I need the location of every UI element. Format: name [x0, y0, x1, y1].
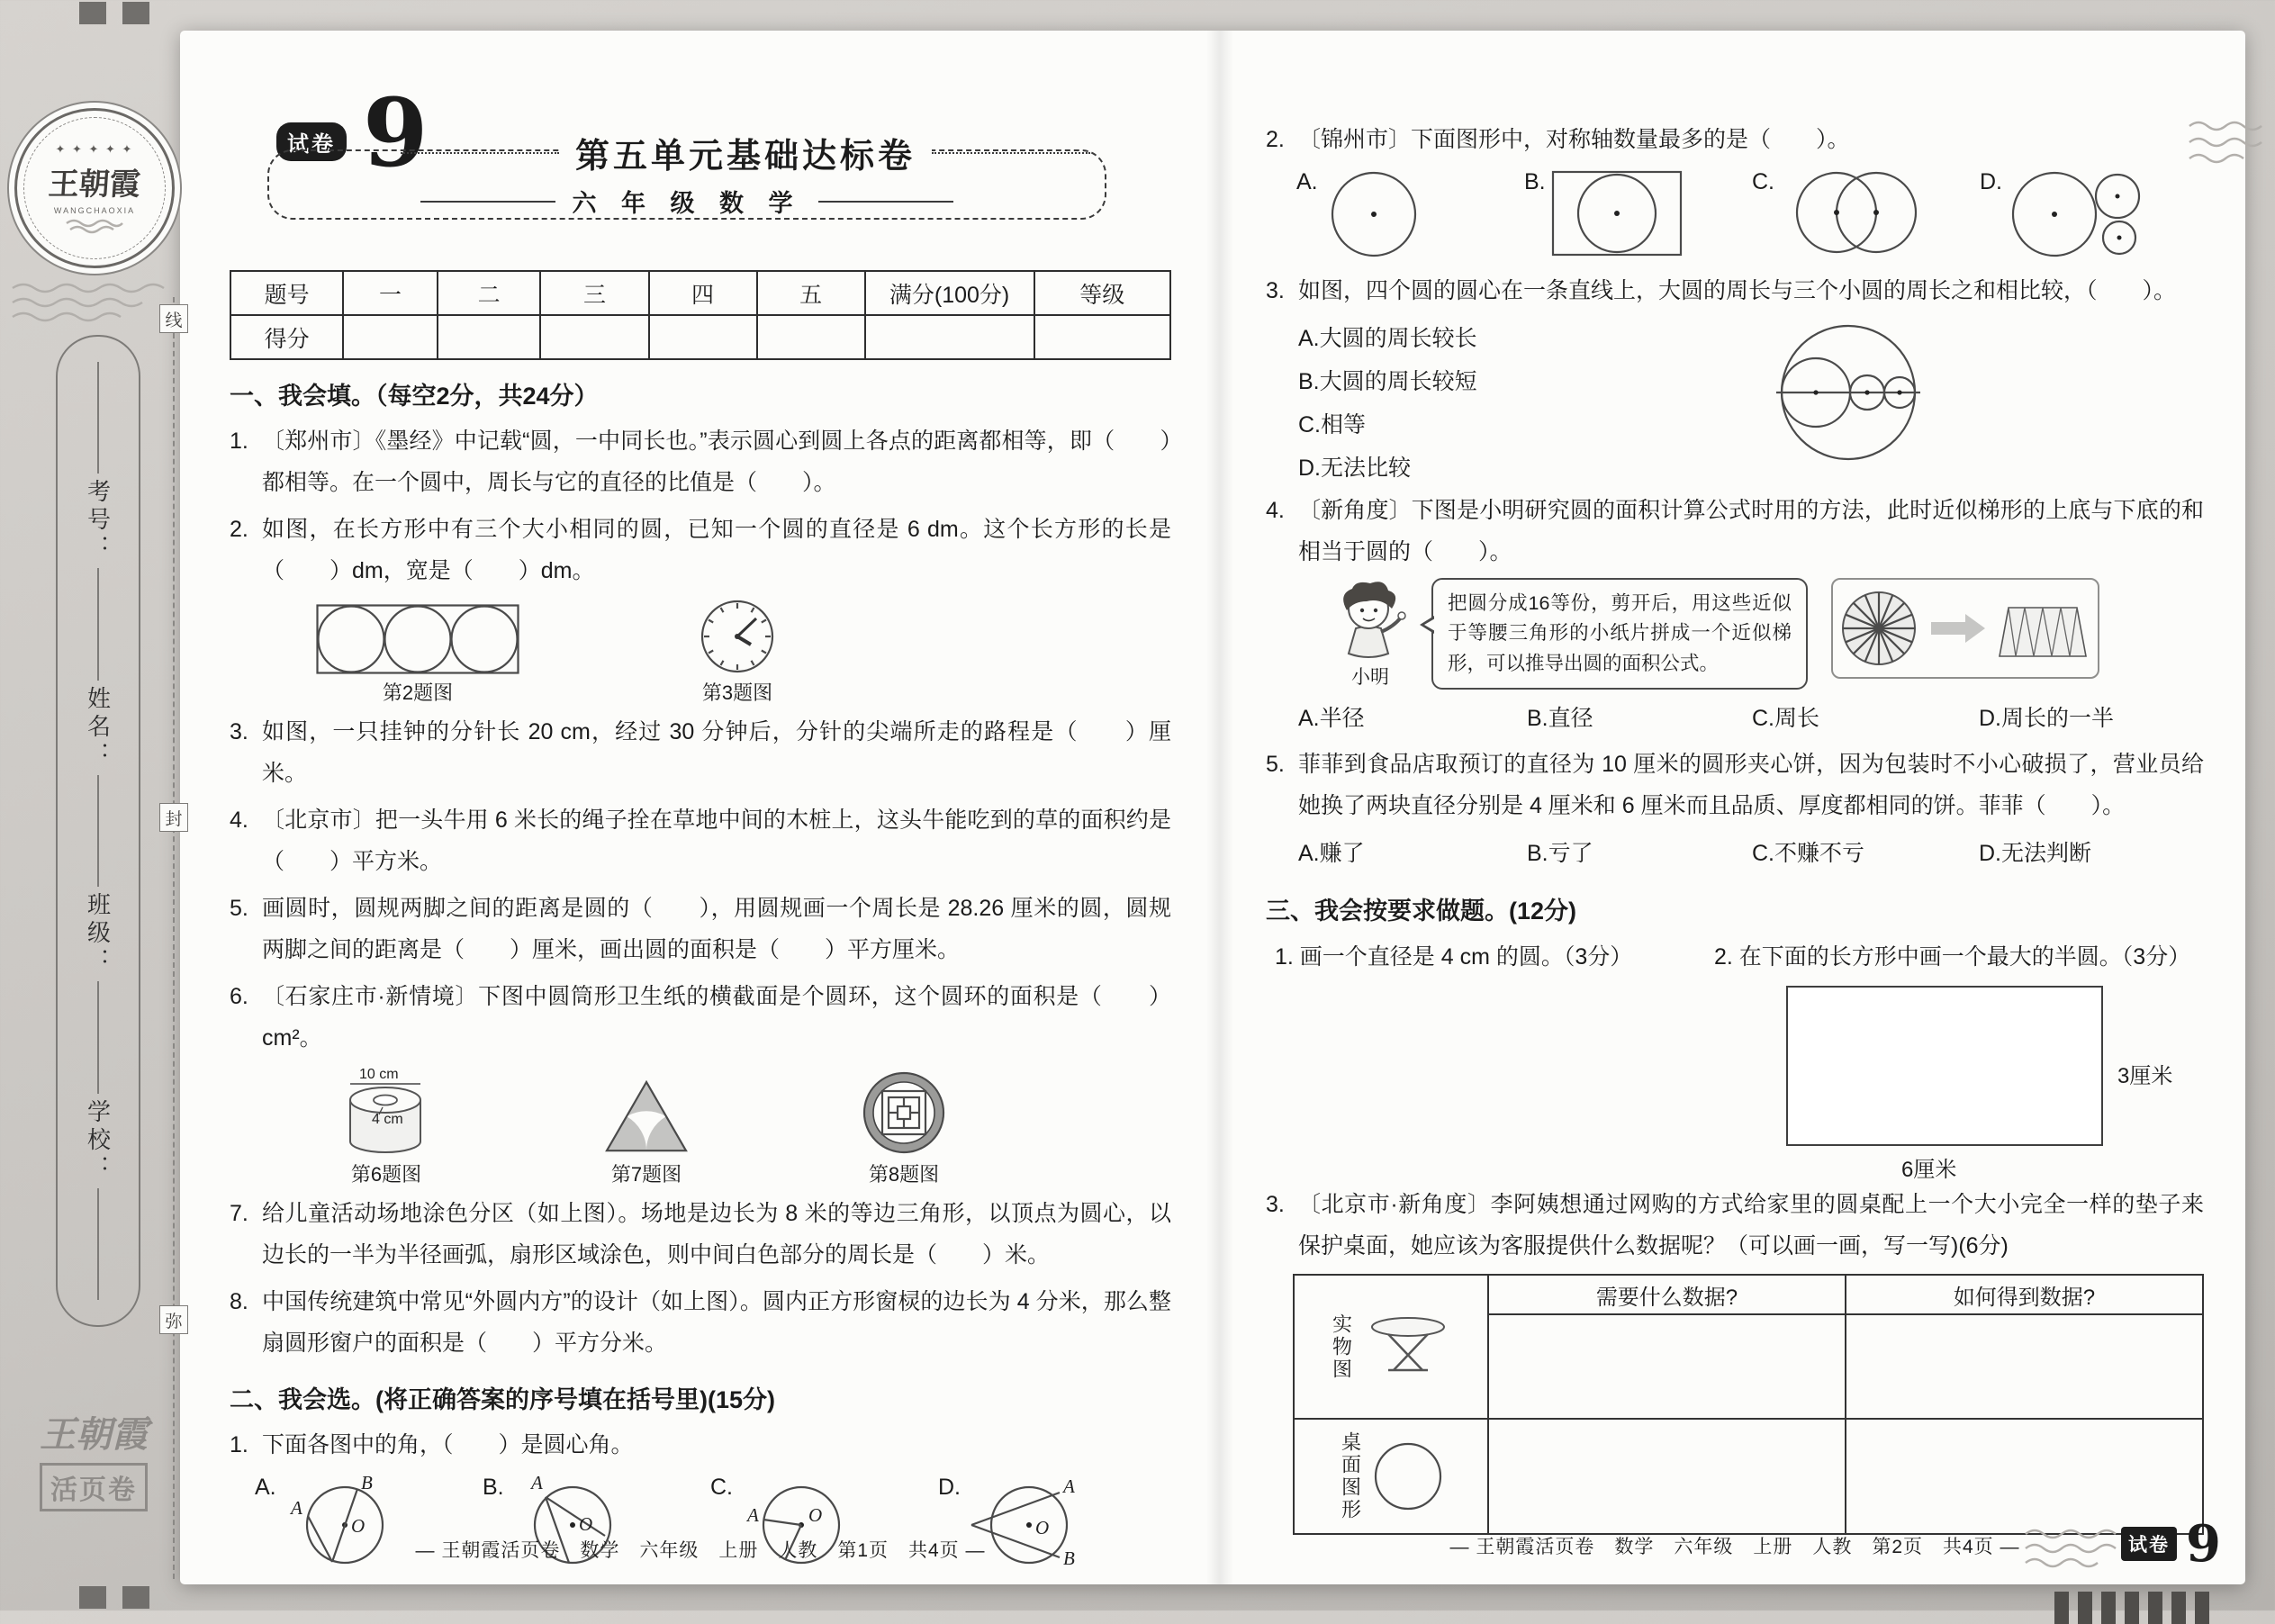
question-2	[230, 509, 1171, 591]
center-label: O	[1035, 1517, 1050, 1538]
option-item: D.无法比较	[1298, 456, 1412, 481]
wave-decoration	[2024, 1527, 2125, 1574]
point-label: B	[360, 1473, 373, 1493]
title-row	[284, 128, 1090, 177]
question-text: 菲菲到食品店取预订的直径为 10 厘米的圆形夹心饼，因为包装时不小心破损了，营业员给她换了两块直径分别是 4 厘米和 6 厘米而且品质、厚度都相同的饼。菲菲（ ）。	[1298, 752, 2204, 818]
subtitle-row	[269, 184, 1105, 219]
figure-caption: 第3题图	[701, 681, 773, 704]
clock-figure	[700, 599, 775, 674]
score-value-row	[230, 315, 1170, 359]
option-item: C.不赚不亏	[1752, 841, 1865, 866]
semicircle-task-figure	[1266, 979, 2204, 1184]
score-col: 二	[438, 271, 541, 315]
score-col: 一	[343, 271, 437, 315]
score-cell-empty	[343, 315, 437, 359]
point-label: A	[290, 1497, 302, 1519]
task-1-text: 1. 画一个直径是 4 cm 的圆。（3分）	[1275, 944, 1633, 970]
option-item: A.赚了	[1298, 841, 1365, 866]
score-col: 三	[540, 271, 648, 315]
seal-char	[159, 304, 188, 333]
exam-page-1	[230, 77, 1171, 1574]
roll-outer-dimension: 10 cm	[359, 1067, 399, 1082]
boy-character-icon	[1325, 578, 1415, 668]
center-label: O	[350, 1515, 365, 1537]
figure-caption: 第7题图	[610, 1163, 682, 1186]
registration-mark	[122, 2, 149, 24]
barcode-bar	[2101, 1592, 2116, 1624]
cartoon-character	[1325, 578, 1415, 690]
brand-logo-name: 王朝霞	[40, 1415, 148, 1455]
section2-question-2	[1266, 119, 2204, 160]
question-text: 画圆时，圆规两脚之间的距离是圆的（ ），用圆规画一个周长是 28.26 厘米的圆，圆规两脚之间的距离是（ ）厘米，画出圆的面积是（ ）平方厘米。	[262, 896, 1171, 962]
section2-question-5	[1266, 744, 2204, 826]
table-header-data-needed: 需要什么数据?	[1488, 1275, 1846, 1314]
choice-letter: D.	[1980, 169, 2002, 194]
character-name: 小明	[1351, 667, 1389, 688]
option-item: D.周长的一半	[1979, 706, 2115, 731]
figure-caption: 第8题图	[868, 1163, 940, 1186]
question-3	[230, 711, 1171, 794]
row-label: 实物图	[1330, 1313, 1353, 1381]
registration-mark	[122, 1586, 149, 1609]
figure-caption: 第2题图	[382, 681, 454, 704]
option-item: A.半径	[1298, 706, 1365, 731]
row-label: 桌面图形	[1339, 1431, 1362, 1521]
circles-on-line-figure	[1774, 319, 1922, 466]
question-text: 〔锦州市〕下面图形中，对称轴数量最多的是（ ）。	[1298, 127, 1850, 152]
section-2-heading: 二、我会选。(将正确答案的序号填在括号里)(15分)	[230, 1386, 775, 1413]
circle-in-rectangle-figure	[1551, 167, 1686, 259]
question-text: 〔北京市·新角度〕李阿姨想通过网购的方式给家里的圆桌配上一个大小完全一样的垫子来保护桌面，她应该为客服提供什么数据呢？（可以画一画，写一写)(6分)	[1298, 1192, 2204, 1259]
score-col: 等级	[1034, 271, 1170, 315]
tabletop-circle-icon	[1370, 1439, 1446, 1514]
figure-row-1	[316, 599, 1171, 706]
round-window-figure	[861, 1069, 947, 1156]
page-1-footer: — 王朝霞活页卷 数学 六年级 上册 人教 第1页 共4页 —	[415, 1540, 986, 1561]
score-cell-empty	[757, 315, 865, 359]
question-number: 2.	[1266, 127, 1285, 152]
figure-round-window	[861, 1069, 947, 1187]
brand-badge	[14, 108, 175, 268]
field-writing-line	[97, 1188, 99, 1300]
two-tangent-circles-figure	[2008, 167, 2152, 259]
seal-char-text: 封	[165, 809, 183, 829]
section2-question-3	[1266, 270, 2204, 311]
real-object-wrap	[1295, 1313, 1487, 1381]
question-number: 4.	[1266, 498, 1285, 523]
center-label: O	[578, 1513, 592, 1535]
circle-to-trapezoid-figure	[1834, 581, 2097, 676]
barcode-bar	[2148, 1592, 2162, 1624]
seal-char	[159, 803, 188, 832]
page-subtitle: 六 年 级 数 学	[572, 190, 802, 217]
choice-letter: C.	[1752, 169, 1774, 194]
field-writing-line	[97, 981, 99, 1093]
speech-bubble-text: 把圆分成16等份，剪开后，用这些近似于等腰三角形的小纸片拼成一个近似梯形，可以推导出圆的面积公式。	[1448, 592, 1792, 674]
question-text: 〔新角度〕下图是小明研究圆的面积计算公式时用的方法，此时近似梯形的上底与下底的和相当于圆的（ ）。	[1298, 498, 2204, 564]
registration-mark	[79, 2, 106, 24]
option-item: B.直径	[1527, 706, 1593, 731]
choice-letter: C.	[710, 1475, 733, 1500]
task-2-text: 2. 在下面的长方形中画一个最大的半圆。（3分）	[1714, 944, 2191, 970]
point-label: A	[1063, 1475, 1075, 1497]
center-label: O	[808, 1504, 823, 1526]
table-header-how-obtained: 如何得到数据?	[1846, 1275, 2203, 1314]
option-item: C.周长	[1752, 706, 1820, 731]
choice-A	[1296, 167, 1524, 263]
choice-B	[1524, 167, 1752, 263]
score-cell-empty	[438, 315, 541, 359]
barcode-bar	[2171, 1592, 2186, 1624]
score-cell-empty	[649, 315, 757, 359]
choice-letter: B.	[1524, 169, 1546, 194]
question-number: 3.	[1266, 1192, 1285, 1217]
question-5	[230, 888, 1171, 970]
paper-header	[230, 77, 1171, 232]
section-1-heading: 一、我会填。（每空2分，共24分）	[230, 383, 599, 410]
badge-brand-name: 王朝霞	[47, 167, 142, 202]
toilet-roll-figure	[336, 1066, 437, 1156]
rectangle-width-label: 6厘米	[1901, 1158, 1957, 1182]
question-text: 如图，一只挂钟的分针长 20 cm，经过 30 分钟后，分针的尖端所走的路程是（ ）厘米。	[262, 719, 1171, 786]
choice-letter: A.	[255, 1475, 276, 1500]
paper-number: 9	[363, 77, 429, 188]
choice-letter: D.	[938, 1475, 961, 1500]
brand-logo	[31, 1406, 157, 1511]
page-fold-shadow	[1206, 31, 1233, 1584]
option-item: D.无法判断	[1979, 841, 2092, 866]
question-4-options	[1298, 697, 2204, 740]
figure-triangle-arcs	[603, 1078, 690, 1187]
score-col: 题号	[230, 271, 343, 315]
corner-tag-number: 9	[2186, 1514, 2221, 1574]
question-number: 1.	[230, 1432, 248, 1457]
option-list	[1298, 317, 2204, 490]
choice-D	[1980, 167, 2152, 263]
speech-bubble-tail-inner	[1424, 618, 1435, 631]
brand-badge-inner	[23, 117, 166, 259]
seal-line	[173, 297, 175, 1579]
corner-paper-tag	[2121, 1514, 2221, 1574]
registration-mark	[79, 1586, 106, 1609]
figure-clock	[700, 599, 775, 706]
symmetry-choice-row	[1296, 167, 2204, 263]
field-writing-line	[97, 362, 99, 474]
subtitle-ornament-line	[420, 201, 555, 203]
question-number: 7.	[230, 1201, 248, 1226]
field-label-school: 学校：	[84, 1098, 112, 1183]
page-2-footer: — 王朝霞活页卷 数学 六年级 上册 人教 第2页 共4页 —	[1449, 1537, 2020, 1557]
score-row-label: 得分	[230, 315, 343, 359]
question-text: 中国传统建筑中常见“外圆内方”的设计（如上图）。圆内正方形窗棂的边长为 4 分米，那么整扇圆形窗户的面积是（ ）平方分米。	[262, 1289, 1171, 1356]
section3-question-3	[1266, 1184, 2204, 1267]
question-5-options	[1298, 832, 2204, 875]
question-4	[230, 799, 1171, 882]
seal-char	[159, 1305, 188, 1334]
table-shape-cell	[1294, 1419, 1488, 1534]
choice-letter: B.	[483, 1475, 504, 1500]
rectangle-height-label: 3厘米	[2117, 1064, 2173, 1088]
student-fields	[56, 335, 140, 1327]
seal-char-text: 弥	[165, 1312, 183, 1331]
option-item: B.大圆的周长较短	[1298, 369, 1477, 394]
speech-bubble	[1431, 578, 1808, 690]
figure-circles-in-rectangle	[316, 604, 519, 706]
question-8	[230, 1281, 1171, 1364]
point-label: A	[530, 1473, 543, 1493]
wave-decoration	[11, 281, 173, 326]
score-col: 满分(100分)	[865, 271, 1034, 315]
triangle-sector-figure	[603, 1078, 690, 1156]
field-label-class: 班级：	[84, 892, 112, 977]
title-ornament-line	[932, 152, 1090, 154]
brand-logo-series: 活页卷	[40, 1463, 148, 1511]
round-table-icon	[1361, 1314, 1455, 1379]
answer-table	[1293, 1274, 2204, 1535]
answer-cell-blank	[1488, 1419, 1846, 1534]
point-label: A	[747, 1504, 759, 1526]
paper-tag-text: 试卷	[287, 132, 336, 157]
score-cell-empty	[1034, 315, 1170, 359]
figure-caption: 第6题图	[350, 1163, 422, 1186]
badge-wave-icon	[63, 218, 126, 234]
question-text: 〔北京市〕把一头牛用 6 米长的绳子拴在草地中间的木桩上，这头牛能吃到的草的面积约是（ ）平方米。	[262, 807, 1171, 874]
subtitle-ornament-line	[818, 201, 953, 203]
score-col: 五	[757, 271, 865, 315]
option-item: C.相等	[1298, 412, 1367, 438]
question-number: 8.	[230, 1289, 248, 1314]
figure-row-2	[336, 1066, 1171, 1187]
barcode-bar	[2125, 1592, 2139, 1624]
section2-question-1	[230, 1424, 1171, 1466]
drawing-tasks-row	[1266, 935, 2204, 979]
question-text: 给儿童活动场地涂色分区（如上图）。场地是边长为 8 米的等边三角形，以顶点为圆心，以边长的一半为半径画弧，扇形区域涂色，则中间白色部分的周长是（ ）米。	[262, 1201, 1171, 1268]
score-cell-empty	[540, 315, 648, 359]
barcode-bar	[2078, 1592, 2092, 1624]
question-number: 1.	[230, 429, 248, 454]
badge-stars-icon: ✦ ✦ ✦ ✦ ✦	[55, 142, 134, 156]
wave-decoration	[2188, 119, 2270, 176]
point-label: B	[1063, 1547, 1075, 1569]
three-circles-rectangle-figure	[316, 604, 519, 674]
field-label-exam-no: 考号：	[84, 479, 112, 564]
score-header-row	[230, 271, 1170, 315]
field-writing-line	[97, 775, 99, 887]
badge-brand-subtext: WANGCHAOXIA	[53, 206, 136, 215]
question-text: 〔石家庄市·新情境〕下图中圆筒形卫生纸的横截面是个圆环，这个圆环的面积是（ ）cm²。	[262, 984, 1171, 1051]
field-writing-line	[97, 568, 99, 680]
exam-page-2	[1266, 119, 2204, 1535]
title-ornament-line	[401, 152, 559, 154]
question-number: 3.	[230, 719, 248, 744]
roll-inner-dimension: 4 cm	[372, 1112, 403, 1127]
real-object-cell	[1294, 1275, 1488, 1419]
drawing-rectangle	[1786, 986, 2103, 1146]
section-3-heading: 三、我会按要求做题。(12分)	[1266, 898, 1577, 925]
page-title: 第五单元基础达标卷	[559, 128, 932, 177]
question-number: 4.	[230, 807, 248, 833]
barcode	[2054, 1592, 2209, 1624]
question-text: 如图，四个圆的圆心在一条直线上，大圆的周长与三个小圆的周长之和相比较，（ ）。	[1298, 278, 2177, 303]
question-text: 如图，在长方形中有三个大小相同的圆，已知一个圆的直径是 6 dm。这个长方形的长是（ ）dm，宽是（ ）dm。	[262, 517, 1171, 583]
answer-cell-blank	[1846, 1314, 2203, 1419]
barcode-bar	[2054, 1592, 2069, 1624]
derivation-figure-box	[1831, 578, 2099, 679]
question-number: 5.	[230, 896, 248, 921]
corner-tag-pill: 试卷	[2121, 1527, 2177, 1561]
question-text: 下面各图中的角，（ ）是圆心角。	[262, 1432, 634, 1457]
seal-char-text: 线	[165, 311, 183, 330]
score-table	[230, 270, 1171, 360]
score-cell-empty	[865, 315, 1034, 359]
answer-table-header-row	[1294, 1275, 2203, 1314]
question-number: 2.	[230, 517, 248, 542]
section2-question-4	[1266, 490, 2204, 573]
question-number: 5.	[1266, 752, 1285, 777]
field-label-name: 姓名：	[84, 685, 112, 770]
barcode-bar	[2195, 1592, 2209, 1624]
cartoon-row	[1325, 578, 2204, 690]
question-number: 6.	[230, 984, 248, 1009]
table-shape-wrap	[1295, 1431, 1487, 1521]
overlapping-circles-figure	[1780, 167, 1933, 257]
question-6	[230, 976, 1171, 1059]
answer-cell-blank	[1488, 1314, 1846, 1419]
option-item: A.大圆的周长较长	[1298, 326, 1477, 351]
choice-letter: A.	[1296, 169, 1318, 194]
answer-row-2	[1294, 1419, 2203, 1534]
question-number: 3.	[1266, 278, 1285, 303]
score-col: 四	[649, 271, 757, 315]
option-item: B.亏了	[1527, 841, 1593, 866]
choice-C	[1752, 167, 1980, 263]
figure-paper-roll	[336, 1066, 437, 1187]
question-1	[230, 420, 1171, 503]
single-circle-figure	[1323, 167, 1427, 263]
question-text: 〔郑州市〕《墨经》中记载“圆，一中同长也。”表示圆心到圆上各点的距离都相等，即（ ）都相等。在一个圆中，周长与它的直径的比值是（ ）。	[262, 429, 1171, 495]
question-3-options-block	[1266, 317, 2204, 490]
question-7	[230, 1193, 1171, 1276]
